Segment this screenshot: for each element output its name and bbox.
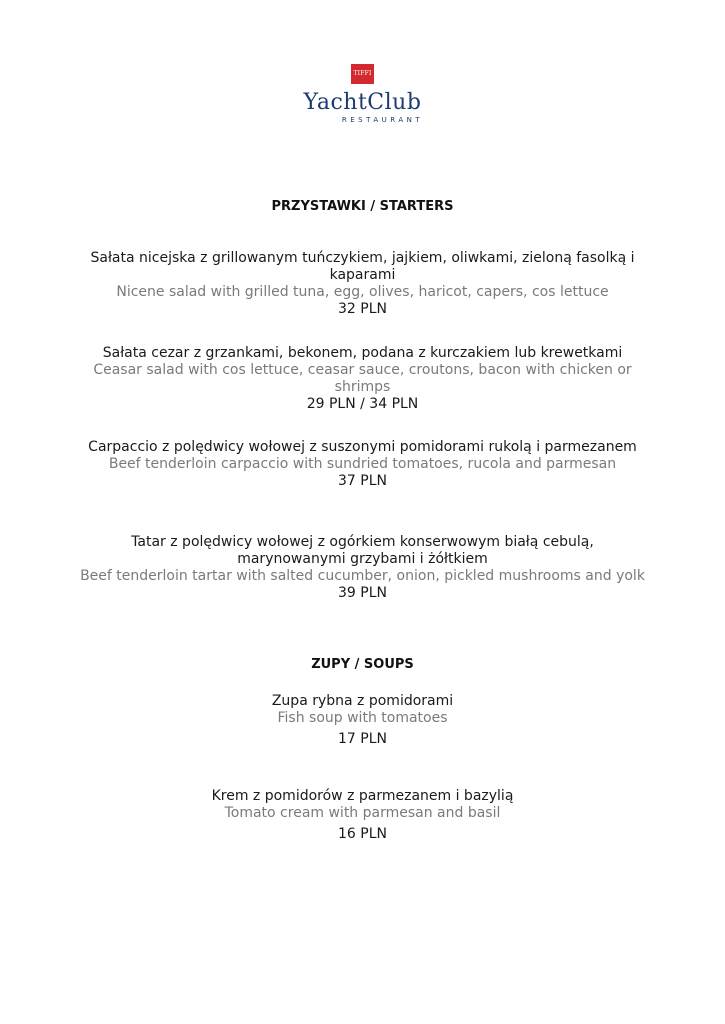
item-price: 32 PLN — [338, 301, 387, 317]
item-name-en: Fish soup with tomatoes — [277, 710, 448, 726]
item-name-en: Beef tenderloin carpaccio with sundried tomatoes, rucola and parmesan — [108, 456, 617, 472]
menu-item — [80, 439, 645, 490]
menu-item — [80, 250, 645, 318]
item-name-pl: Sałata nicejska z grillowanym tuńczykiem, jajkiem, oliwkami, zieloną fasolką i kaparami — [90, 250, 635, 283]
section-title-soups: ZUPY / SOUPS — [311, 657, 414, 672]
restaurant-logo — [0, 60, 725, 124]
menu-item — [80, 693, 645, 748]
item-name-en: Nicene salad with grilled tuna, egg, olives, haricot, capers, cos lettuce — [116, 284, 609, 300]
item-name-pl: Sałata cezar z grzankami, bekonem, podana z kurczakiem lub krewetkami — [102, 345, 623, 361]
menu-item — [80, 345, 645, 413]
item-name-pl: Tatar z polędwicy wołowej z ogórkiem konserwowym białą cebulą, marynowanymi grzybami i żółtkiem — [131, 534, 594, 567]
menu-item — [80, 534, 645, 602]
menu-item — [80, 788, 645, 843]
item-price: 17 PLN — [338, 731, 387, 747]
item-name-en: Beef tenderloin tartar with salted cucumber, onion, pickled mushrooms and yolk — [80, 568, 645, 584]
item-price: 16 PLN — [338, 826, 387, 842]
item-name-en: Ceasar salad with cos lettuce, ceasar sauce, croutons, bacon with chicken or shrimps — [93, 362, 632, 395]
item-price: 37 PLN — [338, 473, 387, 489]
logo-subtitle: RESTAURANT — [341, 116, 424, 124]
logo-badge: TIFFI — [351, 64, 374, 84]
item-name-pl: Carpaccio z polędwicy wołowej z suszonymi pomidorami rukolą i parmezanem — [88, 439, 637, 455]
section-title-starters: PRZYSTAWKI / STARTERS — [271, 199, 454, 214]
item-price: 29 PLN / 34 PLN — [306, 396, 419, 412]
item-name-en: Tomato cream with parmesan and basil — [224, 805, 501, 821]
logo-name: YachtClub — [303, 90, 422, 115]
item-price: 39 PLN — [338, 585, 387, 601]
item-name-pl: Krem z pomidorów z parmezanem i bazylią — [211, 788, 514, 804]
item-name-pl: Zupa rybna z pomidorami — [271, 693, 454, 709]
